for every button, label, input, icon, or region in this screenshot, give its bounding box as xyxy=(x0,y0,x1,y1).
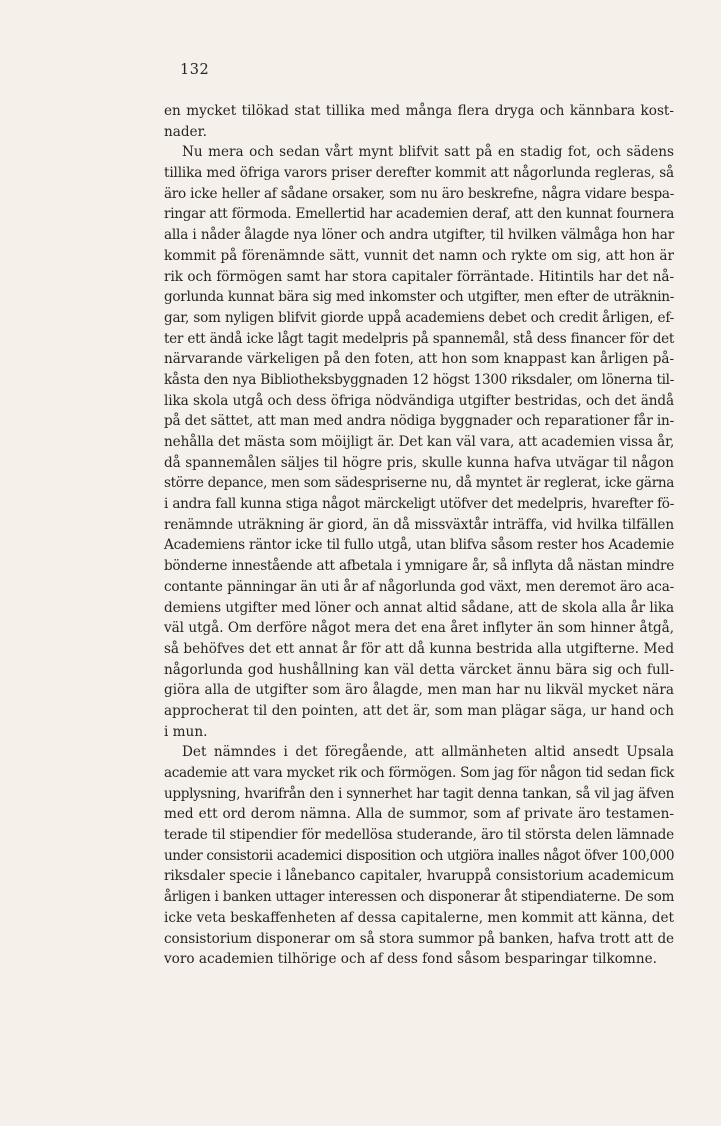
text-line: nehålla det mästa som möijligt är. Det kan väl vara, att academien vissa år, xyxy=(164,434,675,450)
text-line: academie att vara mycket rik och förmögen. Som jag för någon tid sedan fick xyxy=(164,765,674,781)
text-line: Academiens räntor icke til fullo utgå, utan blifva såsom rester hos Academie xyxy=(164,537,674,554)
text-line: gar, som nyligen blifvit giorde uppå academiens debet och credit årligen, ef- xyxy=(164,309,674,326)
text-line: consistorium disponerar om så stora summor på banken, hafva trott att de xyxy=(164,930,674,947)
text-line: årligen i banken uttager interessen och disponerar åt stipendiaterne. De som xyxy=(164,889,674,906)
text-line: alla i nåder ålagde nya löner och andra utgifter, til hvilken välmåga hon har xyxy=(164,227,674,244)
text-line: renämnde uträkning är giord, än då missväxtår inträffa, vid hvilka tilfällen xyxy=(164,516,674,533)
body-text xyxy=(164,101,674,970)
text-line: i andra fall kunna stiga något märckeligt utöfver det medelpris, hvarefter fö- xyxy=(164,496,674,513)
text-line: demiens utgifter med löner och annat altid sådane, att de skola alla år lika xyxy=(164,599,674,616)
page-number: 132 xyxy=(180,62,210,78)
text-line: ringar att förmoda. Emellertid har academien deraf, att den kunnat fournera xyxy=(164,206,674,223)
text-line: approcherat til den pointen, att det är, som man plägar säga, ur hand och xyxy=(164,702,674,719)
text-line: kommit på förenämnde sätt, vunnit det namn och rykte om sig, att hon är xyxy=(164,247,674,264)
text-line: under consistorii academici disposition och utgiöra inalles något öfver 100,000 xyxy=(164,847,674,864)
text-line: större depance, men som sädespriserne nu, då myntet är reglerat, icke gärna xyxy=(164,475,674,492)
text-line: väl utgå. Om derföre något mera det ena året inflyter än som hinner åtgå, xyxy=(164,620,674,637)
text-line: då spannemålen säljes til högre pris, skulle kunna hafva utvägar til någon xyxy=(164,454,674,471)
text-line: terade til stipendier för medellösa studerande, äro til största delen lämnade xyxy=(164,827,674,844)
text-line: bönderne innestående att afbetala i ymnigare år, så inflyta då nästan mindre xyxy=(164,558,674,575)
text-line: i mun. xyxy=(164,723,208,740)
text-line: äro icke heller af sådane orsaker, som nu äro beskrefne, några vidare bespa- xyxy=(164,185,674,202)
text-line: tillika med öfriga varors priser derefter kommit att någorlunda regleras, så xyxy=(164,165,674,182)
text-line: voro academien tilhörige och af dess fond såsom besparingar tilkomne. xyxy=(164,951,657,968)
text-line: en mycket tilökad stat tillika med många flera dryga och kännbara kost- xyxy=(164,103,674,119)
text-line: med ett ord derom nämna. Alla de summor, som af private äro testamen- xyxy=(164,806,674,823)
text-line: nader. xyxy=(164,123,207,140)
text-line: icke veta beskaffenheten af dessa capitalerne, men kommit att känna, det xyxy=(164,909,674,926)
text-line: Det nämndes i det föregående, att allmänheten altid ansedt Upsala xyxy=(182,744,674,761)
text-line: giöra alla de utgifter som äro ålagde, men man har nu likväl mycket nära xyxy=(164,682,674,699)
text-line: ter ett ändå icke lågt tagit medelpris på spannemål, stå dess financer för det xyxy=(164,330,674,347)
text-line: gorlunda kunnat bära sig med inkomster och utgifter, men efter de uträknin- xyxy=(164,289,674,306)
text-line: närvarande värkeligen på den foten, att hon som knappast kan årligen på- xyxy=(164,351,674,368)
text-line: någorlunda god hushållning kan väl detta värcket ännu bära sig och full- xyxy=(164,661,674,678)
text-line: upplysning, hvarifrån den i synnerhet har tagit denna tankan, så vil jag äfven xyxy=(164,785,674,802)
text-line: Nu mera och sedan vårt mynt blifvit satt på en stadig fot, och sädens xyxy=(182,144,674,161)
text-line: på det sättet, att man med andra nödiga byggnader och reparationer får in- xyxy=(164,413,674,430)
text-line: riksdaler specie i lånebanco capitaler, hvaruppå consistorium academicum xyxy=(164,868,674,885)
text-line: så behöfves det ett annat år för att då kunna bestrida alla utgifterne. Med xyxy=(164,640,674,657)
text-line: lika skola utgå och dess öfriga nödvändiga utgifter bestridas, och det ändå xyxy=(164,392,674,409)
text-line: rik och förmögen samt har stora capitaler förräntade. Hitintils har det nå- xyxy=(164,268,674,285)
text-line: contante pänningar än uti år af någorlunda god växt, men deremot äro aca- xyxy=(164,578,674,595)
text-line: kåsta den nya Bibliotheksbyggnaden 12 högst 1300 riksdaler, om lönerna til- xyxy=(164,371,674,388)
